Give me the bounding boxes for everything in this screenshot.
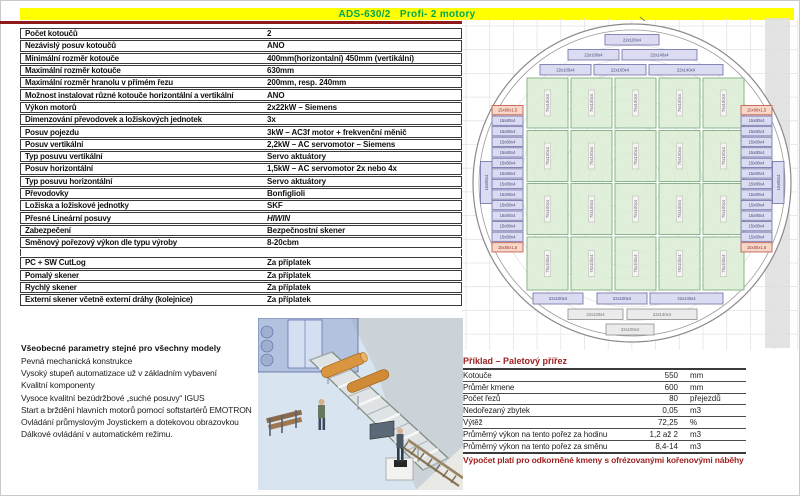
example-unit: m3	[690, 406, 702, 416]
machine-roller	[261, 354, 273, 366]
example-unit: %	[690, 418, 698, 428]
example-value: 8,4-14	[655, 441, 678, 451]
green-block	[527, 237, 568, 290]
example-value: 72,25	[657, 418, 678, 428]
green-block-label: 75x100x4	[589, 254, 594, 273]
spec-value: 2x22kW – Siemens	[267, 102, 337, 112]
green-block-label: 75x100x4	[721, 146, 726, 166]
green-block	[571, 237, 612, 290]
addon-row	[20, 257, 462, 268]
spec-value: Bezpečnostní skener	[267, 225, 346, 235]
spec-row	[20, 176, 462, 187]
board-lav	[492, 127, 523, 136]
spec-label: Dimenzování převodovek a ložiskových jednotek	[25, 115, 202, 125]
header-underline	[0, 21, 462, 24]
green-block	[571, 78, 612, 128]
spec-row	[20, 200, 462, 211]
spec-row	[20, 151, 462, 162]
example-unit: m3	[690, 429, 702, 439]
board-gry	[568, 309, 623, 320]
board-label: 15x80x4	[748, 234, 765, 240]
board-lav	[622, 50, 697, 61]
board-label: 15x80x4	[748, 213, 765, 219]
board-lav	[741, 222, 772, 231]
board-label: 15x80x1,5	[746, 244, 767, 250]
spec-label: Minimální rozměr kotouče	[25, 53, 119, 63]
spec-row	[20, 40, 462, 51]
board-label: 15x80x4	[499, 213, 516, 219]
spec-label: Počet kotoučů	[25, 29, 78, 39]
board-lav	[741, 127, 772, 136]
spec-label: Typ posuvu horizontální	[25, 176, 113, 186]
spec-value: Za příplatek	[267, 258, 311, 268]
board-lav	[773, 162, 785, 204]
spec-value: Za příplatek	[267, 270, 311, 280]
board-lav	[650, 293, 723, 304]
green-block-label: 75x100x4	[677, 146, 682, 166]
spec-label: Externí skener včetně externí dráhy (kolejnice)	[25, 295, 193, 305]
spec-value: Za příplatek	[267, 295, 311, 305]
general-parameters	[21, 343, 259, 440]
machine-illustration-svg	[258, 318, 463, 490]
general-parameter-line: Pevná mechanická konstrukce	[21, 356, 133, 366]
green-block	[615, 78, 656, 128]
green-block-label: 75x100x4	[589, 199, 594, 219]
board-lav	[492, 148, 523, 157]
addon-row	[20, 294, 462, 305]
board-lav	[594, 65, 646, 76]
green-block	[703, 237, 744, 290]
green-block-label: 75x100x4	[721, 254, 726, 273]
spec-value: Servo aktuátory	[267, 152, 326, 162]
green-block-label: 75x100x4	[545, 199, 550, 219]
person-body	[318, 405, 325, 418]
green-block-label: 75x100x4	[633, 146, 638, 166]
general-parameter-line: Dálkové ovládání v automatickém režimu.	[21, 429, 173, 440]
board-label: 22x140x4	[652, 311, 672, 317]
example-note: Výpočet platí pro odkorněné kmeny s ofrézovanými kořenovými náběhy	[463, 455, 744, 465]
spec-value: Servo aktuátory	[267, 176, 326, 186]
spec-row	[20, 237, 462, 248]
board-lav	[741, 169, 772, 178]
spec-row	[20, 53, 462, 64]
board-label: 22x100x4	[556, 67, 575, 73]
board-lav	[741, 211, 772, 220]
green-block-label: 75x100x4	[633, 254, 638, 273]
board-label: 15x80x4	[499, 181, 516, 187]
person-leg	[397, 448, 400, 462]
spec-label: Zabezpečení	[25, 225, 71, 235]
board-label: 22x100x4	[610, 67, 630, 73]
spec-value: 3kW – AC3f motor + frekvenční měnič	[267, 127, 407, 137]
spec-row	[20, 102, 462, 113]
spec-label: Typ posuvu vertikální	[25, 152, 103, 162]
spec-value: ANO	[267, 90, 285, 100]
board-label: 15x80x4	[748, 128, 765, 134]
green-block	[703, 78, 744, 128]
example-label: Průměrný výkon na tento pořez za směnu	[463, 441, 608, 451]
board-gry	[606, 324, 654, 335]
example-value: 1,2 až 2	[649, 429, 678, 439]
spec-table	[20, 28, 462, 307]
board-label: 22x100x4	[620, 327, 640, 332]
board-lav	[540, 65, 591, 76]
board-lav	[741, 232, 772, 241]
spec-label: Posuv vertikální	[25, 139, 84, 149]
board-label: 22x100x4	[622, 37, 642, 43]
green-block-label: 75x100x4	[633, 199, 638, 219]
spec-row	[20, 65, 462, 76]
board-label: 15x80x4	[499, 192, 516, 198]
example-row	[463, 382, 746, 394]
example-value: 80	[669, 394, 678, 404]
board-label: 15x80x4	[483, 174, 489, 191]
green-block-label: 75x100x4	[633, 93, 638, 113]
spec-value: Za příplatek	[267, 283, 311, 293]
green-block-label: 75x100x4	[545, 146, 550, 166]
spec-value: 630mm	[267, 66, 295, 76]
spec-label: Pomalý skener	[25, 270, 79, 280]
board-label: 15x80x4	[499, 160, 516, 166]
spec-label: Přesné Lineární posuvy	[25, 213, 111, 223]
spec-row	[20, 225, 462, 236]
board-label: 15x80x4	[748, 160, 765, 166]
board-gry	[627, 309, 697, 320]
green-block	[703, 184, 744, 235]
example-unit: mm	[690, 370, 704, 380]
board-label: 15x80x1,5	[746, 107, 767, 113]
example-label: Průměrný výkon na tento pořez za hodinu	[463, 429, 608, 439]
board-lav	[492, 232, 523, 241]
spec-value: 2	[267, 29, 272, 39]
board-label: 15x80x4	[748, 223, 765, 229]
spec-label: Posuv pojezdu	[25, 127, 79, 137]
spec-row	[20, 114, 462, 125]
green-block-label: 75x100x4	[721, 199, 726, 219]
spec-row	[20, 212, 462, 223]
green-block-label: 75x100x4	[677, 93, 682, 113]
spec-label: Směnový pořezový výkon dle typu výroby	[25, 238, 178, 248]
green-block	[615, 184, 656, 235]
board-lav	[741, 116, 772, 125]
board-lav	[741, 137, 772, 146]
person-leg	[401, 448, 404, 462]
green-block	[615, 131, 656, 182]
board-label: 22x100x4	[548, 296, 568, 301]
green-block-label: 75x100x4	[721, 93, 726, 113]
general-parameter-line: Ovládání průmyslovým Joystickem a dotekovou obrazovkou	[21, 417, 239, 428]
board-label: 15x80x4	[499, 128, 516, 134]
board-label: 15x80x4	[499, 234, 516, 240]
example-table-title: Příklad – Paletový přířez	[463, 356, 746, 370]
machine-roller	[261, 340, 273, 352]
spec-label: Převodovky	[25, 189, 69, 198]
board-lav	[492, 116, 523, 125]
example-value: 600	[664, 382, 678, 392]
board-lav	[492, 137, 523, 146]
general-parameter-line: Vysoce kvalitní bezúdržbové „suché posuvy“ IGUS	[21, 392, 205, 403]
board-lav	[481, 162, 493, 204]
board-label: 22x140x4	[650, 52, 669, 58]
spec-row	[20, 139, 462, 150]
green-block-label: 75x100x4	[589, 93, 594, 113]
control-screen	[370, 421, 394, 439]
green-block	[703, 131, 744, 182]
general-parameter-line: Vysoký stupeň automatizace už v základním vybavení	[21, 368, 217, 379]
board-label: 15x80x4	[748, 118, 765, 124]
board-lav	[492, 222, 523, 231]
person-leg	[319, 418, 322, 430]
board-label: 15x80x1,5	[497, 107, 518, 113]
board-lav	[649, 65, 723, 76]
spec-value: 200mm, resp. 240mm	[267, 78, 347, 88]
top-tick	[640, 17, 645, 21]
machine-roller	[261, 326, 273, 338]
board-label: 22x100x4	[584, 52, 603, 58]
green-block	[659, 131, 700, 182]
machine-illustration	[258, 318, 463, 495]
spec-row	[20, 89, 462, 100]
spec-row	[20, 126, 462, 137]
addon-row	[20, 270, 462, 281]
board-label: 15x80x4	[499, 170, 516, 176]
board-label: 15x80x4	[748, 202, 765, 208]
example-unit: m3	[690, 441, 702, 451]
board-label: 22x100x4	[612, 296, 632, 301]
example-label: Výtěž	[463, 418, 483, 428]
spec-value: 8-20cbm	[267, 238, 299, 248]
board-lav	[741, 148, 772, 157]
green-block	[571, 131, 612, 182]
example-unit: mm	[690, 382, 704, 392]
spec-value: 3x	[267, 115, 276, 125]
board-label: 15x80x1,5	[497, 244, 518, 250]
person-head	[319, 399, 325, 405]
spec-value: HIWIN	[267, 213, 291, 223]
example-row	[463, 429, 746, 441]
green-block-label: 75x100x4	[545, 93, 550, 113]
board-label: 15x80x4	[748, 192, 765, 198]
spec-value: 1,5kW – AC servomotor 2x nebo 4x	[267, 164, 397, 174]
spec-label: Ložiska a ložiskové jednotky	[25, 201, 129, 211]
example-value: 550	[664, 370, 678, 380]
board-label: 15x80x4	[748, 170, 765, 176]
spec-value: 400mm(horizontalní) 450mm (vertikální)	[267, 53, 414, 63]
board-label: 15x80x4	[748, 139, 765, 145]
board-label: 15x80x4	[748, 149, 765, 155]
example-label: Kotouče	[463, 370, 492, 380]
board-lav	[492, 179, 523, 188]
board-label: 15x80x4	[499, 202, 516, 208]
general-parameters-title: Všeobecné parametry stejné pro všechny modely	[21, 343, 221, 353]
board-lav	[605, 35, 659, 46]
spec-value: ANO	[267, 41, 285, 51]
board-lav	[533, 293, 583, 304]
person-leg	[323, 418, 326, 430]
person-body	[397, 434, 404, 448]
spec-value: SKF	[267, 201, 283, 211]
board-label: 22x140x4	[676, 67, 696, 73]
spec-row	[20, 77, 462, 88]
board-sal	[741, 243, 772, 252]
board-lav	[492, 158, 523, 167]
spec-value: Bonfiglioli	[267, 189, 306, 198]
page-title: ADS-630/2 Profi- 2 motory	[338, 8, 476, 20]
person-head	[397, 428, 403, 434]
general-parameters-list	[21, 355, 259, 440]
example-table	[463, 356, 746, 454]
green-block	[527, 131, 568, 182]
green-block	[571, 184, 612, 235]
board-lav	[492, 190, 523, 199]
board-label: 22x100x4	[586, 311, 605, 317]
example-label: Počet řezů	[463, 394, 501, 404]
example-row	[463, 394, 746, 406]
example-label: Průměr kmene	[463, 382, 515, 392]
board-label: 15x80x4	[499, 139, 516, 145]
board-lav	[597, 293, 647, 304]
cutting-pattern-diagram	[455, 14, 800, 354]
board-lav	[741, 158, 772, 167]
spec-row	[20, 28, 462, 39]
green-block	[527, 78, 568, 128]
board-sal	[492, 243, 523, 252]
board-label: 22x140x4	[677, 296, 696, 301]
spec-label: Maximální rozměr hranolu v přímém řezu	[25, 78, 173, 88]
green-block-label: 75x100x4	[589, 146, 594, 166]
example-unit: přejezdů	[690, 394, 721, 404]
spec-value: 2,2kW – AC servomotor – Siemens	[267, 139, 396, 149]
board-lav	[492, 211, 523, 220]
example-row	[463, 417, 746, 429]
spec-row	[20, 163, 462, 174]
example-value: 0,05	[662, 406, 678, 416]
green-block	[659, 78, 700, 128]
green-block-label: 75x100x4	[545, 254, 550, 273]
board-label: 15x80x4	[775, 174, 781, 191]
board-label: 15x80x4	[499, 118, 516, 124]
green-block-label: 75x100x4	[677, 199, 682, 219]
spec-table-spacer	[20, 249, 462, 256]
green-block	[659, 184, 700, 235]
example-row	[463, 441, 746, 454]
general-parameter-line: Kvalitní komponenty	[21, 380, 95, 391]
board-lav	[492, 169, 523, 178]
board-label: 15x80x4	[499, 149, 516, 155]
spec-label: Možnost instalovat různé kotouče horizontální a vertikální	[25, 90, 234, 100]
general-parameter-line: Start a brždění hlavních motorů pomocí softstartérů EMOTRON	[21, 404, 252, 415]
example-table-rows	[463, 370, 746, 454]
printer	[394, 460, 407, 467]
green-block	[659, 237, 700, 290]
example-row	[463, 370, 746, 382]
board-lav	[741, 190, 772, 199]
board-sal	[741, 106, 772, 115]
board-lav	[741, 179, 772, 188]
board-lav	[492, 200, 523, 209]
board-lav	[741, 200, 772, 209]
green-block	[527, 184, 568, 235]
spec-label: PC + SW CutLog	[25, 258, 86, 268]
spec-label: Maximální rozměr kotouče	[25, 66, 121, 76]
spec-row	[20, 188, 462, 199]
board-label: 15x80x4	[748, 181, 765, 187]
board-lav	[568, 50, 619, 61]
example-label: Nedořezaný zbytek	[463, 406, 530, 416]
spec-label: Rychlý skener	[25, 283, 77, 293]
spec-label: Výkon motorů	[25, 102, 77, 112]
addon-row	[20, 282, 462, 293]
spec-label: Nezávislý posuv kotoučů	[25, 41, 116, 51]
spec-label: Posuv horizontální	[25, 164, 93, 174]
green-block	[615, 237, 656, 290]
board-label: 15x80x4	[499, 223, 516, 229]
example-row	[463, 405, 746, 417]
board-sal	[492, 106, 523, 115]
green-block-label: 75x100x4	[677, 254, 682, 273]
